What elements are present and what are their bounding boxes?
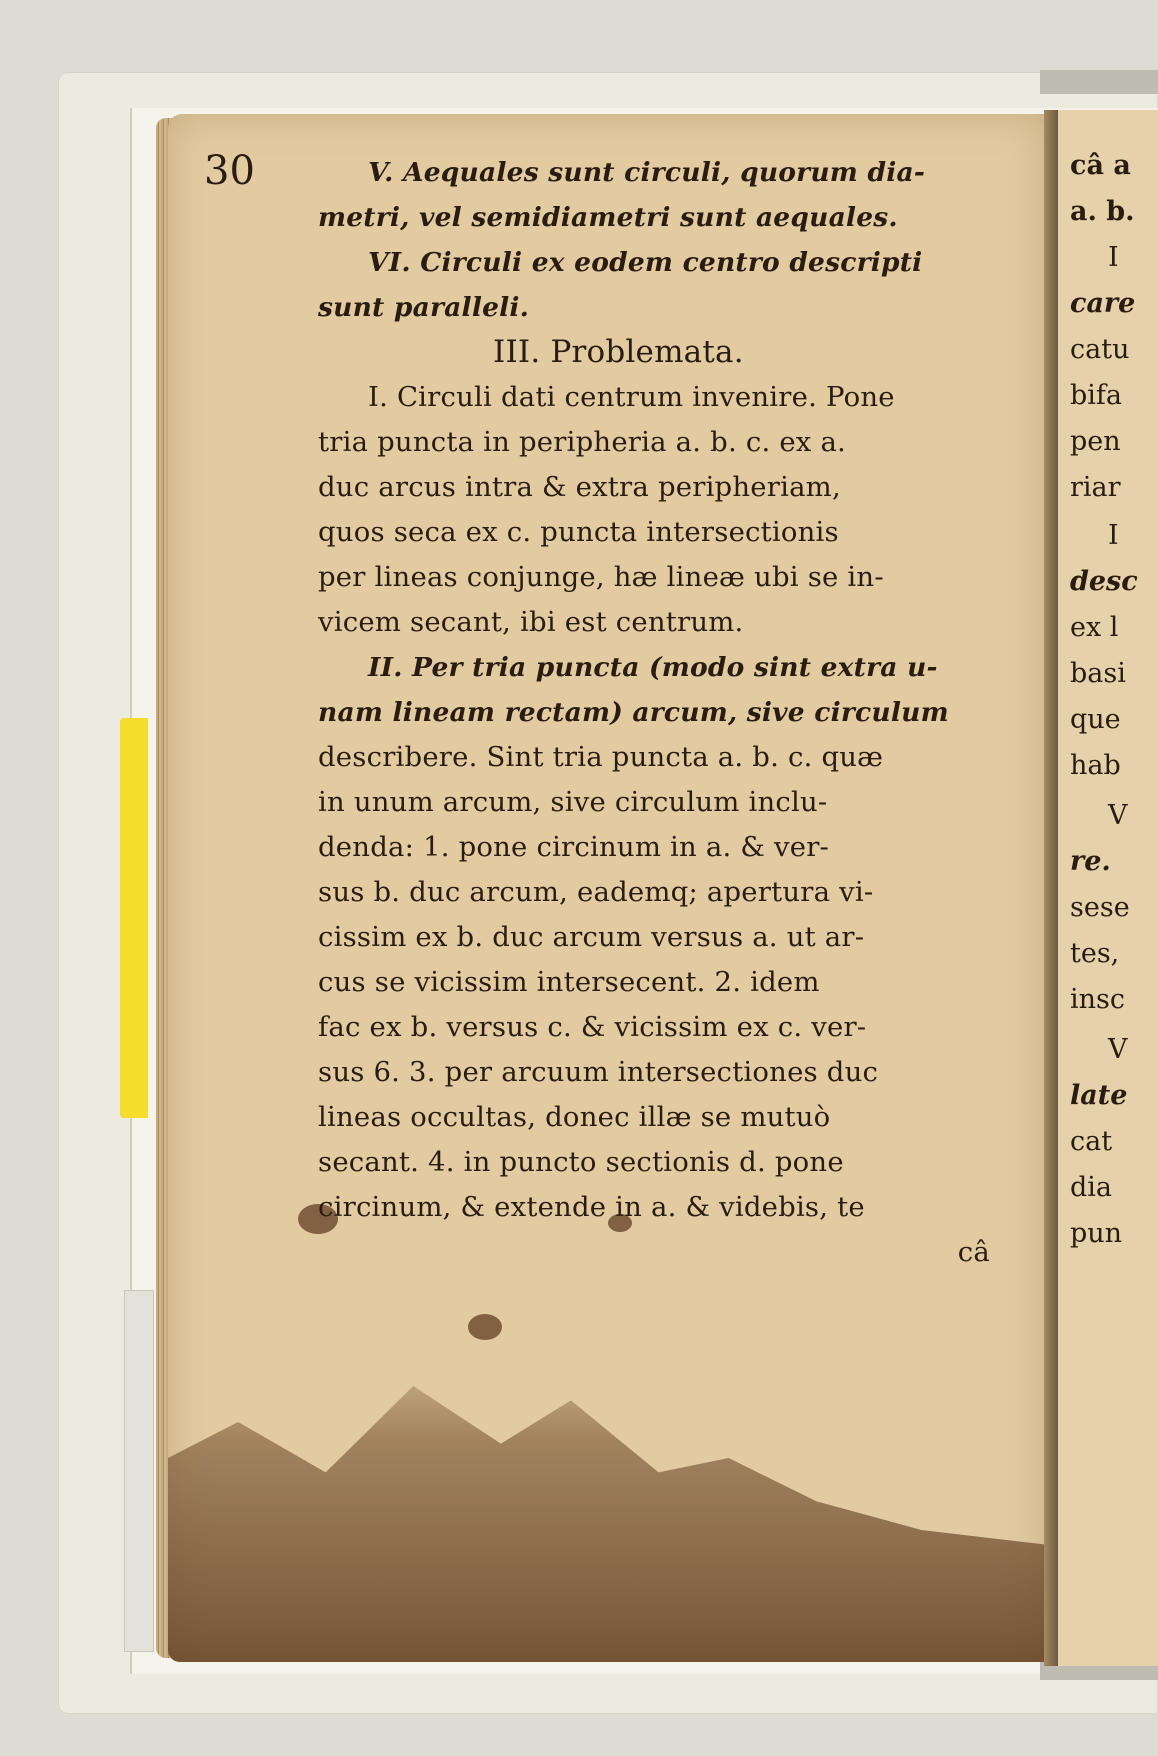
page-number: 30 — [204, 148, 255, 194]
text-line: denda: 1. pone circinum in a. & ver- — [318, 831, 830, 863]
section-heading: III. Problemata. — [493, 334, 744, 370]
book-gutter — [1044, 110, 1058, 1666]
text-line: nam lineam rectam) arcum, sive circulum — [318, 697, 949, 728]
text-line: describere. Sint tria puncta a. b. c. quæ — [318, 741, 884, 773]
text-line: cissim ex b. duc arcum versus a. ut ar- — [318, 921, 865, 953]
text-line: lineas occultas, donec illæ se mutuò — [318, 1101, 831, 1133]
right-page-line: dia — [1070, 1172, 1113, 1203]
right-page-line: I — [1108, 242, 1119, 273]
right-page-line: desc — [1070, 566, 1138, 597]
text-line: tria puncta in peripheria a. b. c. ex a. — [318, 426, 846, 458]
right-page — [1058, 110, 1158, 1666]
text-line: I. Circuli dati centrum invenire. Pone — [368, 381, 895, 413]
text-line: duc arcus intra & extra peripheriam, — [318, 471, 841, 503]
yellow-tab-flag — [120, 718, 148, 1118]
right-page-line: V — [1108, 800, 1128, 831]
page-body — [318, 150, 1030, 1275]
water-stain — [168, 1314, 1044, 1662]
text-line: quos seca ex c. puncta intersectionis — [318, 516, 839, 548]
right-page-line: a. b. — [1070, 196, 1135, 227]
ink-blot — [468, 1314, 502, 1340]
right-page-line: catu — [1070, 334, 1130, 365]
text-line: in unum arcum, sive circulum inclu- — [318, 786, 828, 818]
right-page-line: ex l — [1070, 612, 1119, 643]
right-page-line: riar — [1070, 472, 1121, 503]
right-page-line: que — [1070, 704, 1121, 735]
right-page-line: V — [1108, 1034, 1128, 1065]
text-line: sus 6. 3. per arcuum intersectiones duc — [318, 1056, 879, 1088]
right-page-line: insc — [1070, 984, 1126, 1015]
right-page-line: re. — [1070, 846, 1111, 877]
right-page-line: câ a — [1070, 150, 1131, 181]
text-line: sunt paralleli. — [318, 292, 530, 323]
text-line: sus b. duc arcum, eademq; apertura vi- — [318, 876, 874, 908]
text-line: V. Aequales sunt circuli, quorum dia- — [368, 157, 926, 188]
right-page-line: I — [1108, 520, 1119, 551]
text-line: fac ex b. versus c. & vicissim ex c. ver- — [318, 1011, 867, 1043]
text-line: cus se vicissim intersecent. 2. idem — [318, 966, 820, 998]
right-page-line: pun — [1070, 1218, 1123, 1249]
right-page-line: cat — [1070, 1126, 1113, 1157]
right-page-line: late — [1070, 1080, 1128, 1111]
text-line: circinum, & extende in a. & videbis, te — [318, 1191, 865, 1223]
right-page-line: tes, — [1070, 938, 1120, 969]
text-line: vicem secant, ibi est centrum. — [318, 606, 744, 638]
right-page-line: basi — [1070, 658, 1126, 689]
catchword: câ — [957, 1236, 990, 1268]
board-clip — [124, 1290, 154, 1652]
right-page-line: pen — [1070, 426, 1121, 457]
binding-strip-top — [1040, 70, 1158, 94]
right-page-line: care — [1070, 288, 1136, 319]
text-line: VI. Circuli ex eodem centro descripti — [368, 247, 923, 278]
right-page-line: hab — [1070, 750, 1121, 781]
text-line: secant. 4. in puncto sectionis d. pone — [318, 1146, 844, 1178]
text-line: II. Per tria puncta (modo sint extra u- — [368, 652, 938, 683]
right-page-line: sese — [1070, 892, 1130, 923]
text-line: per lineas conjunge, hæ lineæ ubi se in- — [318, 561, 884, 593]
right-page-line: bifa — [1070, 380, 1123, 411]
text-line: metri, vel semidiametri sunt aequales. — [318, 202, 898, 233]
